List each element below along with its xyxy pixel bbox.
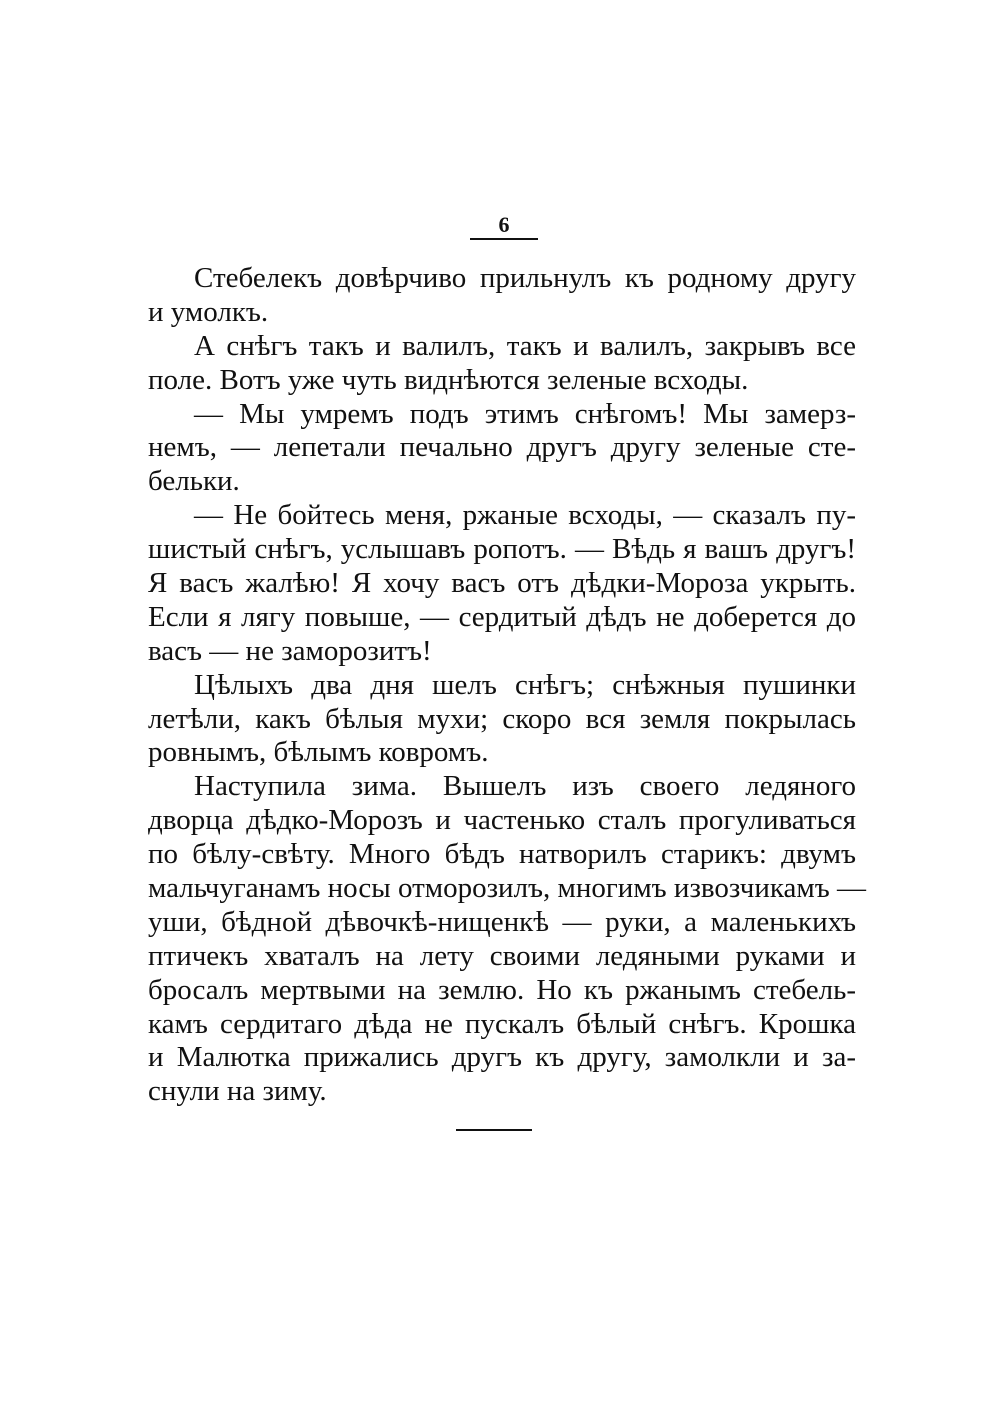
text-line: снули на зиму. (148, 1075, 327, 1108)
text-line: Наступила зима. Вышелъ изъ своего ледяного (194, 770, 856, 803)
page-number: 6 (498, 212, 510, 237)
text-line: ровнымъ, бѣлымъ ковромъ. (148, 736, 489, 769)
page-number-underline (470, 238, 538, 240)
paragraph (148, 398, 856, 500)
text-line: бельки. (148, 465, 240, 498)
body-text (148, 262, 866, 1109)
text-line: поле. Вотъ уже чуть виднѣются зеленые всходы. (148, 363, 749, 396)
paragraph (148, 669, 856, 771)
text-line: Цѣлыхъ два дня шелъ снѣгъ; снѣжныя пушинки (194, 668, 856, 701)
text-line: и Малютка прижались другъ къ другу, замолкли и за- (148, 1041, 856, 1074)
text-line: по бѣлу-свѣту. Много бѣдъ натворилъ старикъ: двумъ (148, 838, 856, 871)
text-line: Стебелекъ довѣрчиво прильнулъ къ родному другу (194, 262, 856, 294)
chapter-end-rule (456, 1129, 532, 1131)
text-line: — Не бойтесь меня, ржаные всходы, — сказалъ пу- (194, 499, 856, 532)
text-line: васъ — не заморозитъ! (148, 634, 432, 667)
text-line: немъ, — лепетали печально другъ другу зеленые сте- (148, 431, 856, 464)
text-line: летѣли, какъ бѣлыя мухи; скоро вся земля покрылась (148, 702, 856, 735)
text-line: и умолкъ. (148, 295, 269, 328)
text-line: Если я лягу повыше, — сердитый дѣдъ не доберется до (148, 600, 856, 633)
text-line: бросалъ мертвыми на землю. Но къ ржанымъ стебель- (148, 973, 856, 1006)
text-line: шистый снѣгъ, услышавъ ропотъ. — Вѣдь я вашъ другъ! (148, 533, 856, 566)
paragraph (148, 330, 856, 398)
paragraph (148, 770, 866, 1109)
text-line: уши, бѣдной дѣвочкѣ-нищенкѣ — руки, а маленькихъ (148, 905, 856, 938)
paragraph (148, 499, 856, 668)
text-line: — Мы умремъ подъ этимъ снѣгомъ! Мы замерз- (194, 397, 856, 430)
paragraph (148, 262, 856, 330)
text-line: А снѣгъ такъ и валилъ, такъ и валилъ, закрывъ все (194, 329, 856, 362)
text-line: дворца дѣдко-Морозъ и частенько сталъ прогуливаться (148, 804, 856, 837)
text-line: камъ сердитаго дѣда не пускалъ бѣлый снѣгъ. Крошка (148, 1007, 856, 1040)
text-line: мальчуганамъ носы отморозилъ, многимъ извозчикамъ — (148, 872, 866, 905)
text-line: Я васъ жалѣю! Я хочу васъ отъ дѣдки-Мороза укрыть. (148, 567, 856, 600)
text-line: птичекъ хваталъ на лету своими ледяными руками и (148, 939, 856, 972)
